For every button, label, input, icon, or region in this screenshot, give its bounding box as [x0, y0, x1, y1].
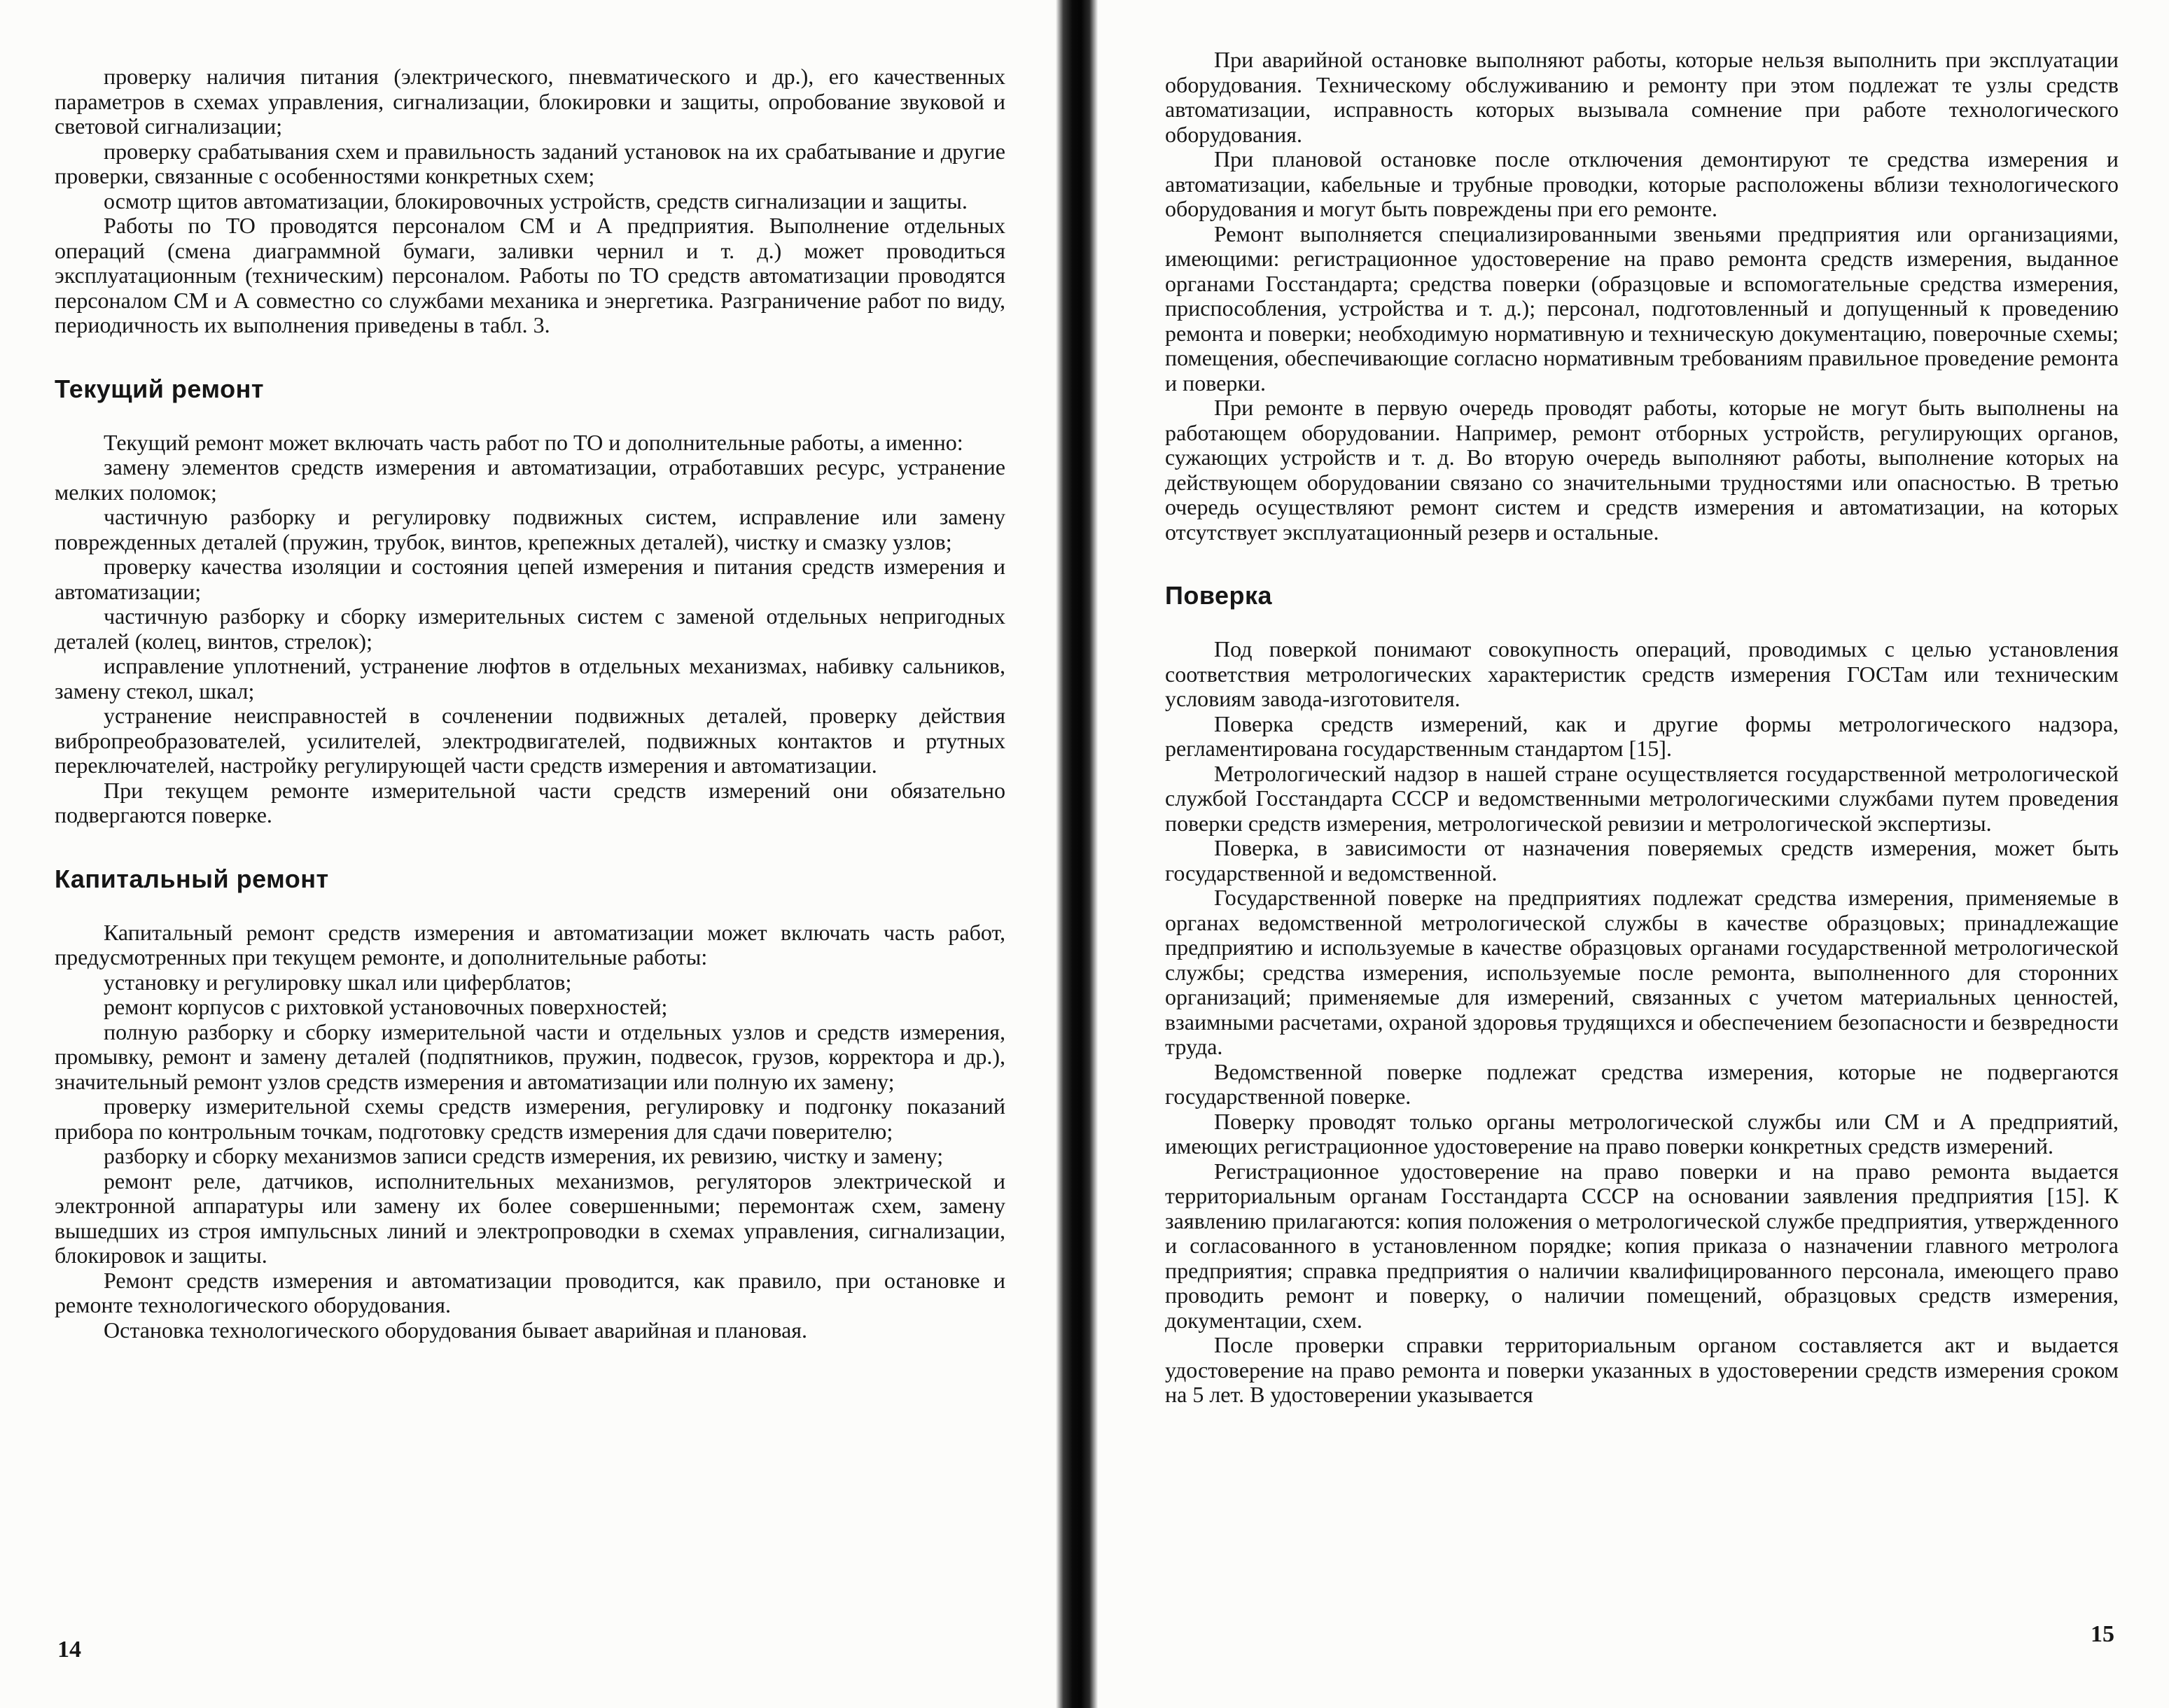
paragraph: Под поверкой понимают совокупность операций, проводимых с целью установления соответствия метрологических характеристик средств измерения ГОСТам или техническим условиям завода-изготовителя.	[1165, 636, 2119, 711]
paragraph: При аварийной остановке выполняют работы, которые нельзя выполнить при эксплуатации оборудования. Техническому обслуживанию и ремонту при этом подлежат те узлы средств автоматизации, исправность которых вызывала сомнение при работе технологического оборудования.	[1165, 47, 2119, 147]
book-gutter	[1056, 0, 1098, 1708]
page-number: 15	[2091, 1621, 2114, 1647]
paragraph: осмотр щитов автоматизации, блокировочных устройств, средств сигнализации и защиты.	[104, 188, 968, 214]
section-heading-verification: Поверка	[1165, 581, 1273, 610]
list-item: ремонт корпусов с рихтовкой установочных поверхностей;	[104, 994, 668, 1019]
list-item: исправление уплотнений, устранение люфтов в отдельных механизмах, набивку сальников, замену стекол, шкал;	[55, 653, 1005, 704]
paragraph: Текущий ремонт может включать часть работ по ТО и дополнительные работы, а именно:	[104, 429, 963, 455]
paragraph: проверку наличия питания (электрического, пневматического и др.), его качественных параметров в схемах управления, сигнализации, блокировки и защиты, опробование звуковой и световой сигнализации;	[55, 64, 1005, 139]
list-item: замену элементов средств измерения и автоматизации, отработавших ресурс, устранение мелких поломок;	[55, 454, 1005, 505]
paragraph: Работы по ТО проводятся персоналом СМ и А предприятия. Выполнение отдельных операций (смена диаграммной бумаги, заливки чернил и т. д.) может проводиться эксплуатационным (техническим) персоналом. Работы по ТО средств автоматизации проводятся персоналом СМ и А совместно со службами механика и энергетика. Разграничение работ по виду, периодичность их выполнения приведены в табл. 3.	[55, 213, 1005, 337]
paragraph: проверку срабатывания схем и правильность заданий установок на их срабатывание и другие проверки, связанные с особенностями конкретных схем;	[55, 138, 1005, 188]
list-item: устранение неисправностей в сочленении подвижных деталей, проверку действия вибропреобразователей, усилителей, электродвигателей, подвижных контактов и ртутных переключателей, настройку регулирующей части средств измерения и автоматизации.	[55, 703, 1005, 778]
paragraph: Остановка технологического оборудования бывает аварийная и плановая.	[104, 1317, 808, 1343]
paragraph: Государственной поверке на предприятиях подлежат средства измерения, применяемые в органах ведомственной метрологической службы в качестве образцовых; принадлежащие предприятию и используемые в качестве образцовых органами государственной метрологической службы; средства измерения, используемые после ремонта, выполненного для сторонних организаций; применяемые для измерений, связанных с учетом материальных ценностей, взаимными расчетами, охраной здоровья трудящихся и обеспечением безопасности и безвредности труда.	[1165, 885, 2119, 1059]
paragraph: После проверки справки территориальным органом составляется акт и выдается удостоверение на право ремонта и поверки указанных в удостоверении средств измерения сроком на 5 лет. В удостоверении указывается	[1165, 1332, 2119, 1407]
paragraph: Капитальный ремонт средств измерения и автоматизации может включать часть работ, предусмотренных при текущем ремонте, и дополнительные работы:	[55, 919, 1005, 969]
list-item: установку и регулировку шкал или циферблатов;	[104, 969, 572, 995]
section-heading-capital-repair: Капитальный ремонт	[55, 864, 329, 893]
paragraph: Метрологический надзор в нашей стране осуществляется государственной метрологической службой Госстандарта СССР и ведомственными метрологическими службами путем проведения поверки средств измерения, метрологической ревизии и метрологической экспертизы.	[1165, 760, 2119, 836]
paragraph: Поверка, в зависимости от назначения поверяемых средств измерения, может быть государственной и ведомственной.	[1165, 835, 2119, 886]
paragraph: Ремонт выполняется специализированными звеньями предприятия или организациями, имеющими: регистрационное удостоверение на право ремонта средств измерения, выданное органами Госстандарта; средства поверки (образцовые и вспомогательные средства измерения, приспособления, устройства и т. д.); персонал, подготовленный и допущенный к проведению ремонта и поверки; необходимую нормативную и техническую документацию, поверочные схемы; помещения, обеспечивающие согласно нормативным требованиям правильное проведение ремонта и поверки.	[1165, 220, 2119, 396]
paragraph: Поверка средств измерений, как и другие формы метрологического надзора, регламентирована государственным стандартом [15].	[1165, 710, 2119, 761]
list-item: ремонт реле, датчиков, исполнительных механизмов, регуляторов электрической и электронной аппаратуры или замену их более совершенными; перемонтаж схем, замену вышедших из строя импульсных линий и электропроводки в схемах управления, сигнализации, блокировок и защиты.	[55, 1168, 1005, 1268]
paragraph: При текущем ремонте измерительной части средств измерений они обязательно подвергаются поверке.	[55, 777, 1005, 827]
paragraph: Поверку проводят только органы метрологической службы или СМ и А предприятий, имеющих регистрационное удостоверение на право поверки конкретных средств измерений.	[1165, 1108, 2119, 1158]
paragraph: При ремонте в первую очередь проводят работы, которые не могут быть выполнены на работающем оборудовании. Например, ремонт отборных устройств, регулирующих органов, сужающих устройств и т. д. Во вторую очередь выполняют работы, выполнение которых на действующем оборудовании связано со значительными трудностями или опасностью. В третью очередь осуществляют ремонт систем и средств измерения и автоматизации, на которых отсутствует эксплуатационный резерв и остальные.	[1165, 395, 2119, 545]
list-item: проверку измерительной схемы средств измерения, регулировку и подгонку показаний прибора по контрольным точкам, подготовку средств измерения для сдачи поверителю;	[55, 1093, 1005, 1144]
paragraph: Ремонт средств измерения и автоматизации проводится, как правило, при остановке и ремонте технологического оборудования.	[55, 1267, 1005, 1317]
right-page-text	[1165, 48, 2119, 1408]
paragraph: При плановой остановке после отключения демонтируют те средства измерения и автоматизации, кабельные и трубные проводки, которые расположены вблизи технологического оборудования и могут быть повреждены при его ремонте.	[1165, 146, 2119, 221]
list-item: проверку качества изоляции и состояния цепей измерения и питания средств измерения и автоматизации;	[55, 554, 1005, 604]
paragraph: Регистрационное удостоверение на право поверки и на право ремонта выдается территориальным органам Госстандарта СССР на основании заявления предприятия [15]. К заявлению прилагаются: копия положения о метрологической службе предприятия, утвержденного и согласованного в установленном порядке; копия приказа о назначении главного метролога предприятия; справка предприятия о наличии квалифицированного персонала, имеющего право проводить ремонт и поверку, о наличии помещений, образцовых средств измерения, документации, схем.	[1165, 1158, 2119, 1333]
right-page	[1165, 0, 2119, 1708]
left-page-text	[55, 64, 1005, 1343]
list-item: разборку и сборку механизмов записи средств измерения, их ревизию, чистку и замену;	[104, 1143, 944, 1168]
page-number: 14	[57, 1637, 81, 1662]
list-item: частичную разборку и сборку измерительных систем с заменой отдельных непригодных деталей (колец, винтов, стрелок);	[55, 603, 1005, 654]
list-item: частичную разборку и регулировку подвижных систем, исправление или замену поврежденных деталей (пружин, трубок, винтов, крепежных деталей), чистку и смазку узлов;	[55, 504, 1005, 554]
section-heading-current-repair: Текущий ремонт	[55, 374, 264, 403]
list-item: полную разборку и сборку измерительной части и отдельных узлов и средств измерения, промывку, ремонт и замену деталей (подпятников, пружин, подвесок, грузов, корректора и др.), значительный ремонт узлов средств измерения и автоматизации или полную их замену;	[55, 1018, 1005, 1094]
paragraph: Ведомственной поверке подлежат средства измерения, которые не подвергаются государственной поверке.	[1165, 1058, 2119, 1109]
left-page	[55, 0, 1005, 1708]
